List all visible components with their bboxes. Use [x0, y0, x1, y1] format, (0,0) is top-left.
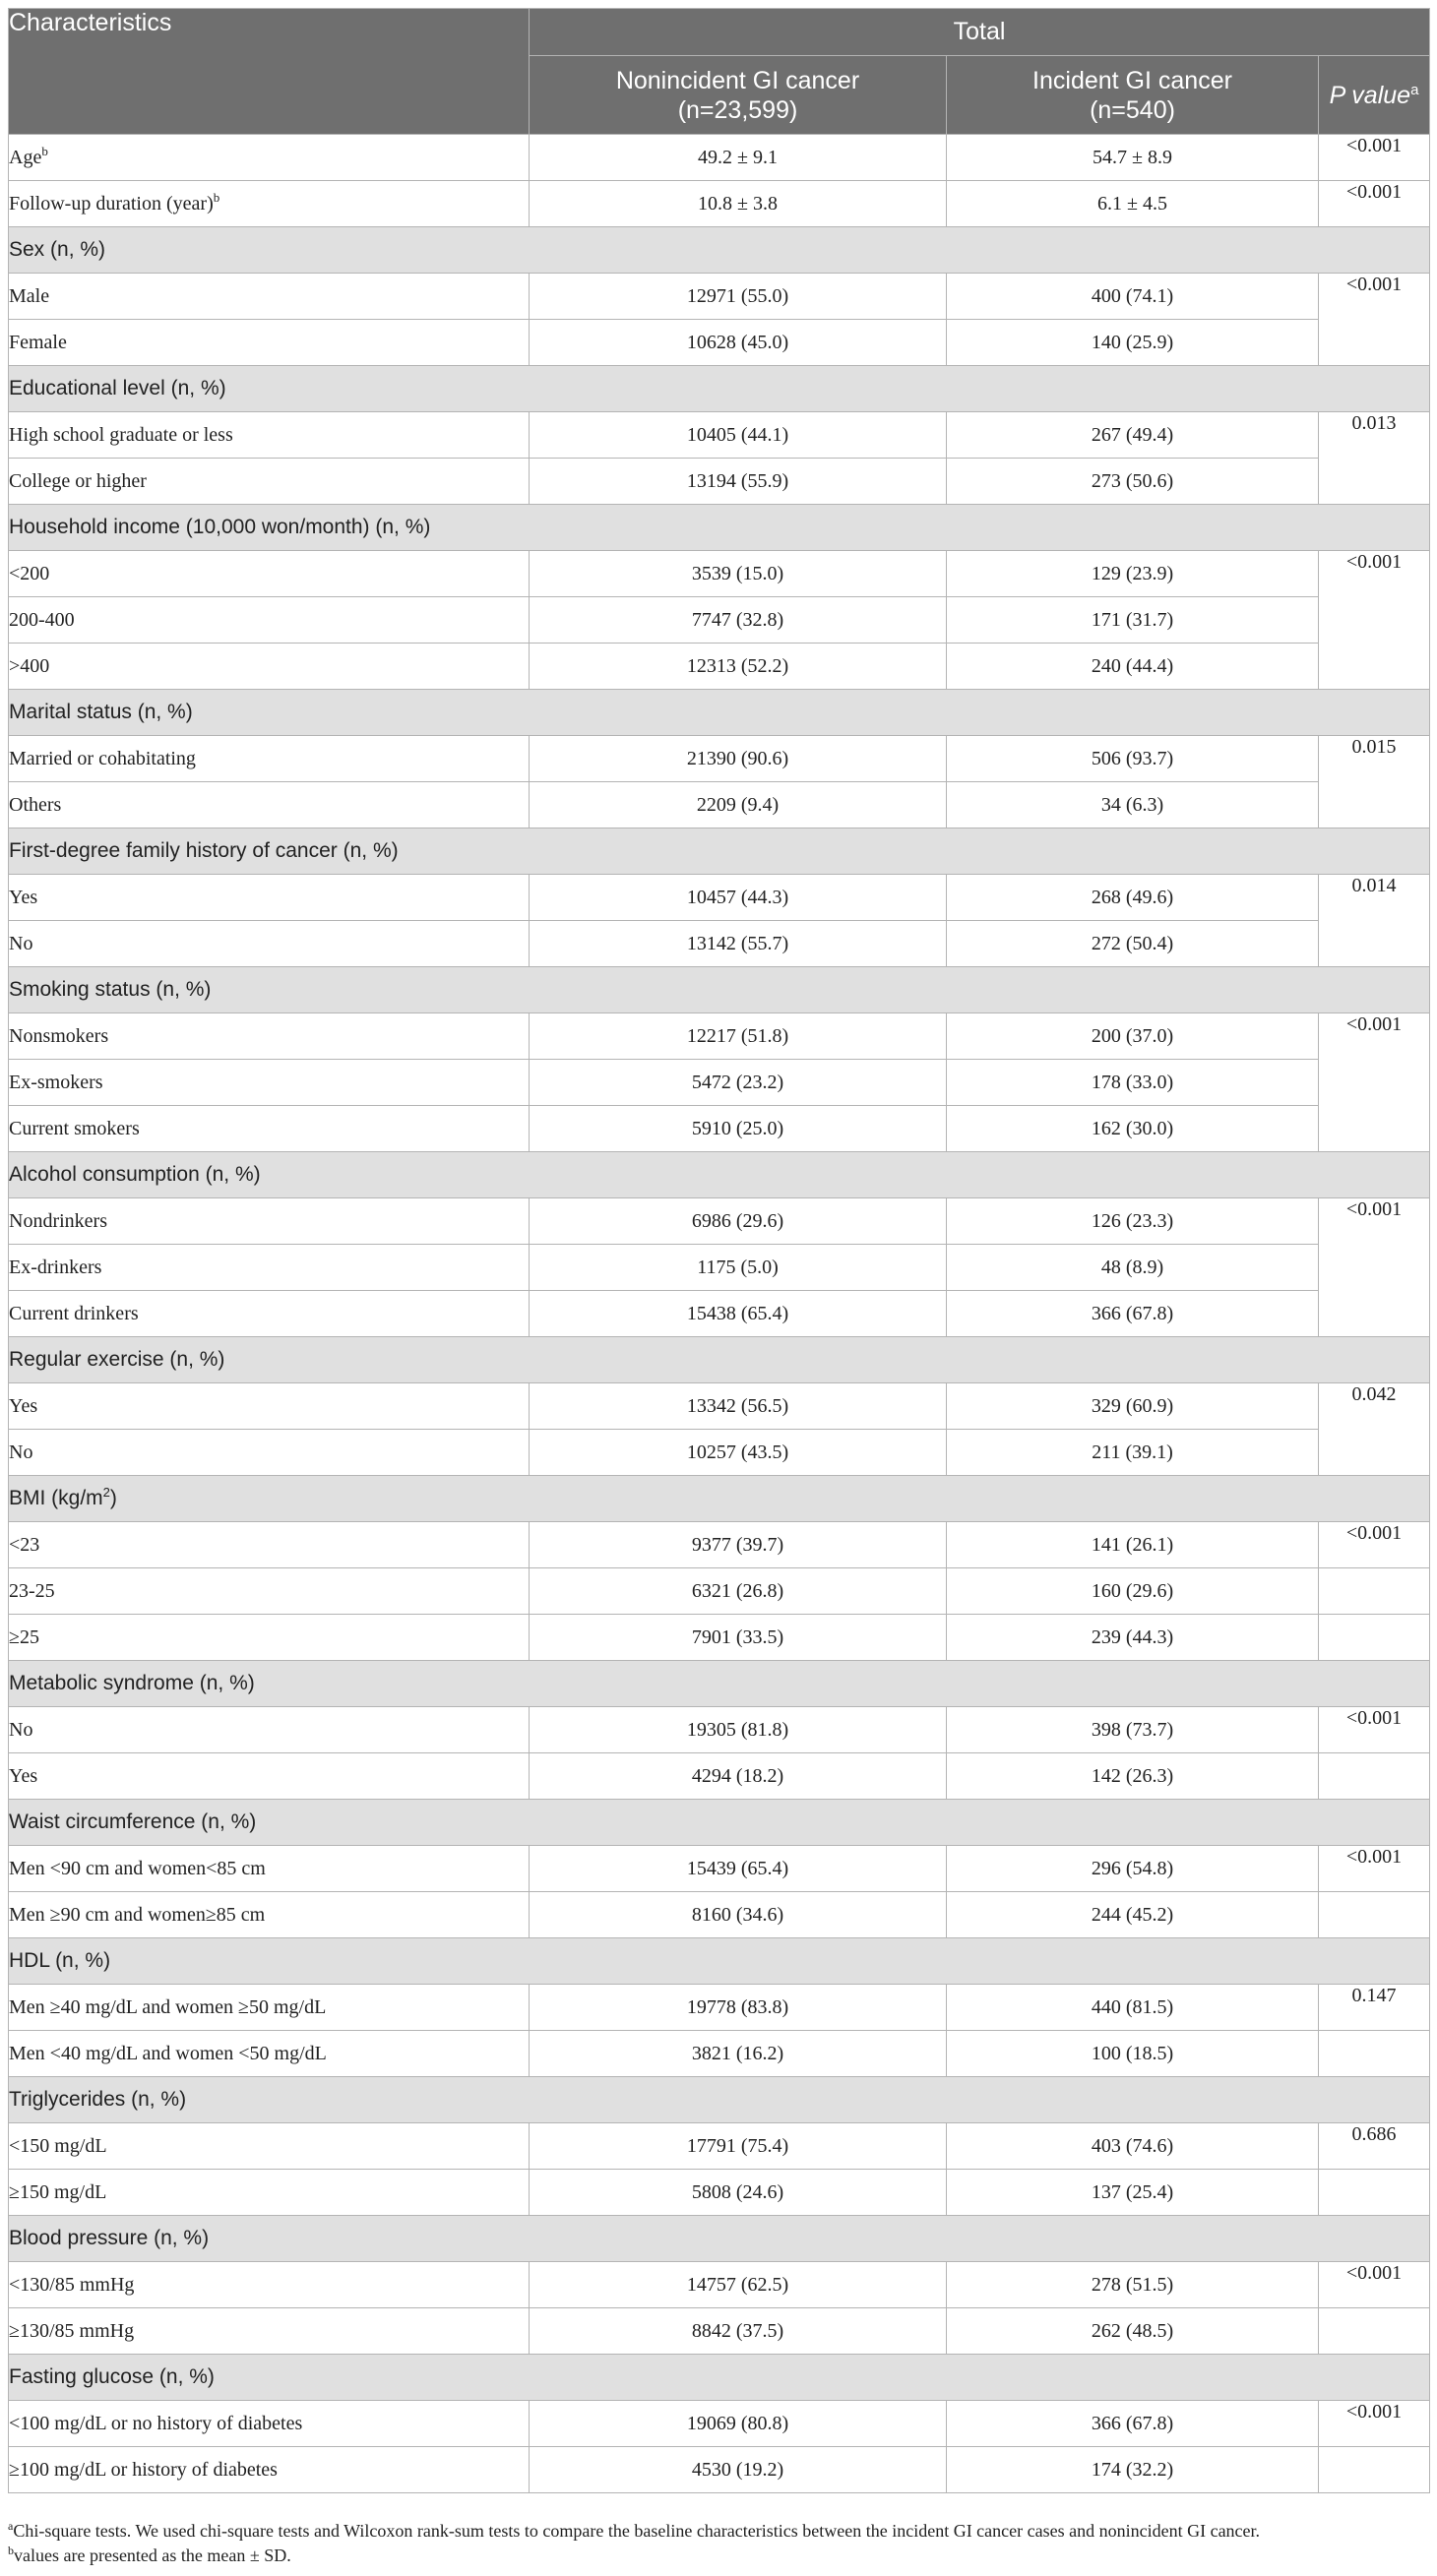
row-label-text: Male — [9, 284, 50, 307]
table-row — [9, 782, 1430, 828]
row-label — [9, 551, 530, 597]
row-label — [9, 1568, 530, 1615]
row-label-sup: b — [41, 143, 48, 158]
table-row — [9, 2447, 1430, 2493]
p-value: <0.001 — [1319, 551, 1430, 690]
nonincident-value: 3539 (15.0) — [530, 551, 947, 597]
category-label-text: Sex (n, %) — [9, 238, 106, 261]
p-value — [1319, 1615, 1430, 1661]
nonincident-value: 4294 (18.2) — [530, 1753, 947, 1800]
table-row — [9, 320, 1430, 366]
row-label — [9, 1245, 530, 1291]
category-label — [9, 1661, 1430, 1707]
category-label-text: HDL (n, %) — [9, 1949, 111, 1972]
row-label-text: 200-400 — [9, 608, 75, 631]
table-row — [9, 1430, 1430, 1476]
incident-value: 160 (29.6) — [947, 1568, 1319, 1615]
nonincident-value: 3821 (16.2) — [530, 2031, 947, 2077]
row-label — [9, 1430, 530, 1476]
header-nonincident-n: (n=23,599) — [677, 95, 798, 124]
table-row — [9, 1245, 1430, 1291]
category-label-text: Waist circumference (n, %) — [9, 1810, 257, 1833]
category-label-text: Smoking status (n, %) — [9, 978, 212, 1001]
category-row — [9, 1938, 1430, 1985]
category-label — [9, 1800, 1430, 1846]
nonincident-value: 5808 (24.6) — [530, 2170, 947, 2216]
row-label-text: >400 — [9, 654, 50, 677]
row-label-text: No — [9, 1718, 33, 1741]
incident-value: 129 (23.9) — [947, 551, 1319, 597]
row-label — [9, 320, 530, 366]
category-label — [9, 828, 1430, 875]
footnotes — [8, 2519, 1429, 2568]
category-label-text: Marital status (n, %) — [9, 701, 193, 723]
header-pvalue-label: P value — [1329, 81, 1411, 109]
footnote-mark: a — [8, 2519, 14, 2533]
row-label-text: <100 mg/dL or no history of diabetes — [9, 2412, 303, 2434]
category-label-text: Regular exercise (n, %) — [9, 1348, 225, 1371]
row-label-text: Ex-drinkers — [9, 1256, 102, 1278]
table-row — [9, 1568, 1430, 1615]
row-label — [9, 1013, 530, 1060]
row-label — [9, 921, 530, 967]
header-total: Total — [530, 9, 1430, 56]
nonincident-value: 4530 (19.2) — [530, 2447, 947, 2493]
category-label-tail: ) — [109, 1487, 117, 1509]
row-label — [9, 1846, 530, 1892]
row-label — [9, 1707, 530, 1753]
nonincident-value: 49.2 ± 9.1 — [530, 135, 947, 181]
row-label — [9, 2262, 530, 2308]
incident-value: 273 (50.6) — [947, 459, 1319, 505]
row-label — [9, 2031, 530, 2077]
row-label-text: Yes — [9, 1764, 38, 1787]
row-label-text: Nondrinkers — [9, 1209, 107, 1232]
p-value: <0.001 — [1319, 274, 1430, 366]
row-label — [9, 412, 530, 459]
header-pvalue — [1319, 56, 1430, 135]
incident-value: 272 (50.4) — [947, 921, 1319, 967]
nonincident-value: 19305 (81.8) — [530, 1707, 947, 1753]
category-label — [9, 1938, 1430, 1985]
row-label-text: <130/85 mmHg — [9, 2273, 135, 2296]
row-label — [9, 1753, 530, 1800]
footnote-text: values are presented as the mean ± SD. — [14, 2545, 291, 2565]
nonincident-value: 8842 (37.5) — [530, 2308, 947, 2355]
p-value — [1319, 2308, 1430, 2355]
table-row — [9, 135, 1430, 181]
p-value: <0.001 — [1319, 1198, 1430, 1337]
nonincident-value: 10405 (44.1) — [530, 412, 947, 459]
row-label — [9, 2123, 530, 2170]
row-label — [9, 736, 530, 782]
incident-value: 329 (60.9) — [947, 1383, 1319, 1430]
row-label-text: High school graduate or less — [9, 423, 233, 446]
p-value: <0.001 — [1319, 2262, 1430, 2308]
row-label — [9, 274, 530, 320]
header-incident — [947, 56, 1319, 135]
nonincident-value: 15438 (65.4) — [530, 1291, 947, 1337]
nonincident-value: 10.8 ± 3.8 — [530, 181, 947, 227]
table-row — [9, 1892, 1430, 1938]
incident-value: 200 (37.0) — [947, 1013, 1319, 1060]
incident-value: 239 (44.3) — [947, 1615, 1319, 1661]
table-row — [9, 1291, 1430, 1337]
p-value: <0.001 — [1319, 1013, 1430, 1152]
table-row — [9, 2031, 1430, 2077]
category-label — [9, 366, 1430, 412]
row-label-text: Men ≥40 mg/dL and women ≥50 mg/dL — [9, 1995, 327, 2018]
nonincident-value: 5472 (23.2) — [530, 1060, 947, 1106]
category-label-text: First-degree family history of cancer (n, %) — [9, 839, 399, 862]
category-label-sup: 2 — [102, 1485, 110, 1500]
category-label-text: Blood pressure (n, %) — [9, 2227, 210, 2249]
header-characteristics: Characteristics — [9, 9, 530, 135]
category-label — [9, 690, 1430, 736]
nonincident-value: 6321 (26.8) — [530, 1568, 947, 1615]
category-label — [9, 1476, 1430, 1522]
row-label — [9, 135, 530, 181]
row-label-text: Men ≥90 cm and women≥85 cm — [9, 1903, 266, 1926]
category-label — [9, 1152, 1430, 1198]
p-value: <0.001 — [1319, 2401, 1430, 2447]
nonincident-value: 13194 (55.9) — [530, 459, 947, 505]
nonincident-value: 5910 (25.0) — [530, 1106, 947, 1152]
table-row — [9, 274, 1430, 320]
row-label — [9, 875, 530, 921]
row-label — [9, 181, 530, 227]
header-row-1 — [9, 9, 1430, 56]
incident-value: 211 (39.1) — [947, 1430, 1319, 1476]
row-label-text: Yes — [9, 1394, 38, 1417]
row-label-text: ≥150 mg/dL — [9, 2180, 107, 2203]
row-label-text: Age — [9, 146, 42, 168]
incident-value: 100 (18.5) — [947, 2031, 1319, 2077]
nonincident-value: 10257 (43.5) — [530, 1430, 947, 1476]
row-label-text: 23-25 — [9, 1579, 55, 1602]
p-value: 0.013 — [1319, 412, 1430, 505]
row-label-text: ≥25 — [9, 1625, 39, 1648]
category-row — [9, 2355, 1430, 2401]
table-row — [9, 459, 1430, 505]
nonincident-value: 15439 (65.4) — [530, 1846, 947, 1892]
row-label — [9, 2308, 530, 2355]
category-label — [9, 2077, 1430, 2123]
nonincident-value: 19069 (80.8) — [530, 2401, 947, 2447]
nonincident-value: 10628 (45.0) — [530, 320, 947, 366]
category-label-text: Educational level (n, %) — [9, 377, 226, 399]
table-row — [9, 1615, 1430, 1661]
row-label-text: Current smokers — [9, 1117, 140, 1139]
nonincident-value: 8160 (34.6) — [530, 1892, 947, 1938]
incident-value: 244 (45.2) — [947, 1892, 1319, 1938]
row-label-text: No — [9, 1441, 33, 1463]
table-row — [9, 1106, 1430, 1152]
row-label-text: Female — [9, 331, 67, 353]
row-label — [9, 1892, 530, 1938]
row-label — [9, 1522, 530, 1568]
footnote-mark: b — [8, 2544, 14, 2557]
category-row — [9, 2077, 1430, 2123]
header-nonincident-title: Nonincident GI cancer — [615, 66, 860, 94]
category-row — [9, 505, 1430, 551]
incident-value: 400 (74.1) — [947, 274, 1319, 320]
p-value: 0.014 — [1319, 875, 1430, 967]
footnote — [8, 2519, 1429, 2544]
incident-value: 268 (49.6) — [947, 875, 1319, 921]
row-label-text: Nonsmokers — [9, 1024, 109, 1047]
incident-value: 54.7 ± 8.9 — [947, 135, 1319, 181]
p-value: <0.001 — [1319, 1707, 1430, 1753]
table-row — [9, 1013, 1430, 1060]
table-row — [9, 1753, 1430, 1800]
nonincident-value: 12217 (51.8) — [530, 1013, 947, 1060]
table-row — [9, 736, 1430, 782]
incident-value: 162 (30.0) — [947, 1106, 1319, 1152]
nonincident-value: 21390 (90.6) — [530, 736, 947, 782]
row-label — [9, 1106, 530, 1152]
row-label-text: College or higher — [9, 469, 147, 492]
table-row — [9, 2401, 1430, 2447]
category-label-text: Alcohol consumption (n, %) — [9, 1163, 261, 1186]
category-label-text: Triglycerides (n, %) — [9, 2088, 187, 2111]
row-label-text: Others — [9, 793, 62, 816]
incident-value: 34 (6.3) — [947, 782, 1319, 828]
category-row — [9, 1152, 1430, 1198]
nonincident-value: 19778 (83.8) — [530, 1985, 947, 2031]
category-row — [9, 1476, 1430, 1522]
row-label-text: <23 — [9, 1533, 40, 1556]
table-row — [9, 2123, 1430, 2170]
row-label-text: ≥130/85 mmHg — [9, 2319, 135, 2342]
table-row — [9, 412, 1430, 459]
row-label — [9, 1383, 530, 1430]
p-value: <0.001 — [1319, 135, 1430, 181]
nonincident-value: 12313 (52.2) — [530, 644, 947, 690]
table-row — [9, 1198, 1430, 1245]
baseline-characteristics-table — [8, 8, 1430, 2493]
header-incident-n: (n=540) — [1090, 95, 1175, 124]
incident-value: 126 (23.3) — [947, 1198, 1319, 1245]
table-row — [9, 921, 1430, 967]
incident-value: 278 (51.5) — [947, 2262, 1319, 2308]
header-incident-title: Incident GI cancer — [1032, 66, 1232, 94]
category-row — [9, 227, 1430, 274]
row-label-text: No — [9, 932, 33, 954]
row-label — [9, 2170, 530, 2216]
p-value — [1319, 2170, 1430, 2216]
footnote-text: Chi-square tests. We used chi-square tests and Wilcoxon rank-sum tests to compare the baseline characteristics between the incident GI cancer cases and nonincident GI cancer. — [13, 2521, 1261, 2541]
incident-value: 506 (93.7) — [947, 736, 1319, 782]
table-row — [9, 1985, 1430, 2031]
nonincident-value: 10457 (44.3) — [530, 875, 947, 921]
category-label-text: Household income (10,000 won/month) (n, %) — [9, 516, 431, 538]
table-body — [9, 135, 1430, 2493]
p-value: 0.015 — [1319, 736, 1430, 828]
p-value — [1319, 1892, 1430, 1938]
category-label-text: Metabolic syndrome (n, %) — [9, 1672, 255, 1694]
incident-value: 366 (67.8) — [947, 2401, 1319, 2447]
row-label-text: ≥100 mg/dL or history of diabetes — [9, 2458, 278, 2481]
table-row — [9, 181, 1430, 227]
row-label-text: Current drinkers — [9, 1302, 139, 1324]
p-value: <0.001 — [1319, 1522, 1430, 1568]
category-row — [9, 967, 1430, 1013]
category-row — [9, 366, 1430, 412]
row-label-text: <200 — [9, 562, 50, 584]
category-label — [9, 505, 1430, 551]
category-label — [9, 227, 1430, 274]
row-label — [9, 459, 530, 505]
category-row — [9, 1337, 1430, 1383]
p-value: <0.001 — [1319, 181, 1430, 227]
incident-value: 174 (32.2) — [947, 2447, 1319, 2493]
row-label-text: Married or cohabitating — [9, 747, 196, 769]
incident-value: 48 (8.9) — [947, 1245, 1319, 1291]
nonincident-value: 9377 (39.7) — [530, 1522, 947, 1568]
row-label — [9, 1615, 530, 1661]
row-label-text: <150 mg/dL — [9, 2134, 107, 2157]
incident-value: 140 (25.9) — [947, 320, 1319, 366]
row-label — [9, 1060, 530, 1106]
incident-value: 366 (67.8) — [947, 1291, 1319, 1337]
category-label — [9, 2216, 1430, 2262]
row-label-text: Yes — [9, 886, 38, 908]
header-pvalue-sup: a — [1410, 81, 1419, 98]
table-row — [9, 2262, 1430, 2308]
row-label — [9, 2447, 530, 2493]
row-label — [9, 1291, 530, 1337]
table-row — [9, 597, 1430, 644]
table-row — [9, 2170, 1430, 2216]
incident-value: 403 (74.6) — [947, 2123, 1319, 2170]
table-row — [9, 1846, 1430, 1892]
nonincident-value: 2209 (9.4) — [530, 782, 947, 828]
incident-value: 267 (49.4) — [947, 412, 1319, 459]
header-nonincident — [530, 56, 947, 135]
nonincident-value: 17791 (75.4) — [530, 2123, 947, 2170]
incident-value: 440 (81.5) — [947, 1985, 1319, 2031]
p-value: 0.686 — [1319, 2123, 1430, 2170]
table-row — [9, 875, 1430, 921]
row-label — [9, 1198, 530, 1245]
p-value — [1319, 1568, 1430, 1615]
category-label — [9, 2355, 1430, 2401]
row-label-sup: b — [213, 189, 220, 205]
row-label — [9, 1985, 530, 2031]
incident-value: 137 (25.4) — [947, 2170, 1319, 2216]
incident-value: 178 (33.0) — [947, 1060, 1319, 1106]
category-row — [9, 828, 1430, 875]
nonincident-value: 13342 (56.5) — [530, 1383, 947, 1430]
incident-value: 398 (73.7) — [947, 1707, 1319, 1753]
table-row — [9, 1383, 1430, 1430]
footnote — [8, 2544, 1429, 2568]
p-value — [1319, 1753, 1430, 1800]
category-label-text: Fasting glucose (n, %) — [9, 2365, 215, 2388]
category-row — [9, 1800, 1430, 1846]
category-row — [9, 2216, 1430, 2262]
table-row — [9, 1707, 1430, 1753]
p-value: 0.042 — [1319, 1383, 1430, 1476]
row-label — [9, 2401, 530, 2447]
incident-value: 6.1 ± 4.5 — [947, 181, 1319, 227]
category-label-text: BMI (kg/m — [9, 1487, 103, 1509]
nonincident-value: 13142 (55.7) — [530, 921, 947, 967]
nonincident-value: 14757 (62.5) — [530, 2262, 947, 2308]
row-label-text: Men <90 cm and women<85 cm — [9, 1857, 266, 1879]
incident-value: 240 (44.4) — [947, 644, 1319, 690]
category-row — [9, 690, 1430, 736]
row-label-text: Men <40 mg/dL and women <50 mg/dL — [9, 2042, 327, 2064]
nonincident-value: 7901 (33.5) — [530, 1615, 947, 1661]
row-label-text: Ex-smokers — [9, 1071, 103, 1093]
category-row — [9, 1661, 1430, 1707]
row-label — [9, 782, 530, 828]
row-label — [9, 644, 530, 690]
incident-value: 141 (26.1) — [947, 1522, 1319, 1568]
table-row — [9, 551, 1430, 597]
category-label — [9, 967, 1430, 1013]
nonincident-value: 6986 (29.6) — [530, 1198, 947, 1245]
incident-value: 296 (54.8) — [947, 1846, 1319, 1892]
p-value: 0.147 — [1319, 1985, 1430, 2031]
nonincident-value: 1175 (5.0) — [530, 1245, 947, 1291]
p-value: <0.001 — [1319, 1846, 1430, 1892]
nonincident-value: 7747 (32.8) — [530, 597, 947, 644]
table-row — [9, 1522, 1430, 1568]
incident-value: 142 (26.3) — [947, 1753, 1319, 1800]
incident-value: 171 (31.7) — [947, 597, 1319, 644]
p-value — [1319, 2031, 1430, 2077]
category-label — [9, 1337, 1430, 1383]
table-row — [9, 644, 1430, 690]
table-row — [9, 2308, 1430, 2355]
nonincident-value: 12971 (55.0) — [530, 274, 947, 320]
row-label-text: Follow-up duration (year) — [9, 192, 214, 215]
incident-value: 262 (48.5) — [947, 2308, 1319, 2355]
table-row — [9, 1060, 1430, 1106]
p-value — [1319, 2447, 1430, 2493]
row-label — [9, 597, 530, 644]
